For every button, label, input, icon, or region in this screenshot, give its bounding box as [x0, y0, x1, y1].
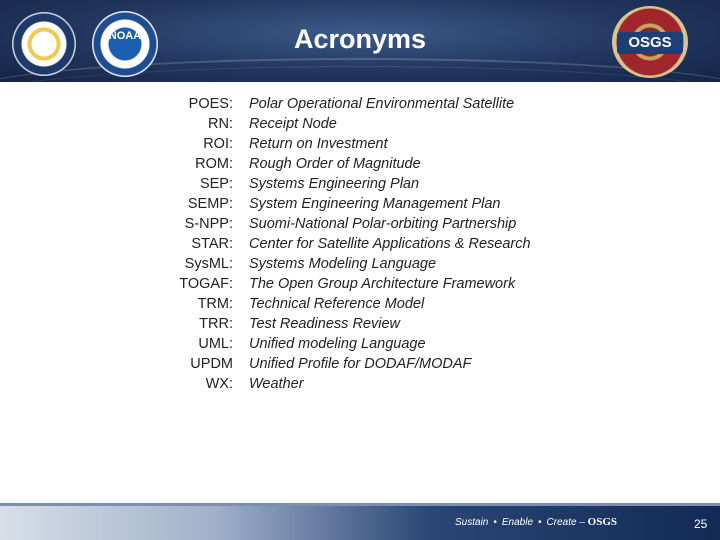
acronym-definition: Return on Investment: [249, 136, 388, 152]
tagline-word: Enable: [501, 517, 534, 528]
acronym-row: [100, 296, 620, 316]
acronym-row: [100, 256, 620, 276]
acronym-row: [100, 156, 620, 176]
acronym-term: TRM:: [197, 296, 233, 312]
acronym-row: [100, 176, 620, 196]
acronym-row: [100, 356, 620, 376]
acronym-definition: Test Readiness Review: [249, 316, 400, 332]
acronym-definition: Unified modeling Language: [249, 336, 426, 352]
acronym-row: [100, 116, 620, 136]
footer-stripe: [0, 503, 720, 506]
page-number: 25: [694, 517, 708, 531]
tagline-dash: –: [579, 517, 585, 528]
acronym-term: ROM:: [195, 156, 233, 172]
acronym-term: POES:: [188, 96, 233, 112]
acronym-list: [100, 96, 620, 396]
acronym-row: [100, 196, 620, 216]
acronym-definition: Systems Modeling Language: [249, 256, 437, 272]
acronym-definition: Systems Engineering Plan: [249, 176, 420, 192]
noaa-logo-label: NOAA: [108, 30, 142, 42]
acronym-term: TRR:: [199, 316, 233, 332]
acronym-definition: Receipt Node: [249, 116, 337, 132]
acronym-definition: Center for Satellite Applications & Research: [249, 236, 531, 252]
acronym-term: UML:: [198, 336, 233, 352]
tagline-separator: •: [493, 517, 497, 528]
acronym-definition: Polar Operational Environmental Satellite: [249, 96, 515, 112]
acronym-definition: Suomi-National Polar-orbiting Partnership: [249, 216, 517, 232]
footer-tagline: [455, 516, 617, 528]
acronym-term: RN:: [208, 116, 233, 132]
acronym-term: SEMP:: [187, 196, 233, 212]
acronym-definition: Technical Reference Model: [249, 296, 425, 312]
acronym-row: [100, 236, 620, 256]
acronym-term: TOGAF:: [179, 276, 233, 292]
tagline-brand: OSGS: [587, 516, 618, 528]
tagline-word: Sustain: [455, 517, 489, 528]
acronym-row: [100, 216, 620, 236]
slide-title: Acronyms: [293, 24, 427, 54]
tagline-separator: •: [538, 517, 542, 528]
acronym-row: [100, 276, 620, 296]
acronym-term: SysML:: [184, 256, 233, 272]
acronym-definition: Rough Order of Magnitude: [249, 156, 421, 172]
acronym-term: UPDM: [190, 356, 233, 372]
acronym-definition: The Open Group Architecture Framework: [249, 276, 516, 292]
acronym-term: STAR:: [191, 236, 233, 252]
acronym-definition: Weather: [249, 376, 304, 392]
tagline-word: Create: [546, 517, 577, 528]
acronym-row: [100, 376, 620, 396]
acronym-row: [100, 336, 620, 356]
acronym-definition: Unified Profile for DODAF/MODAF: [249, 356, 472, 372]
acronym-row: [100, 96, 620, 116]
acronym-row: [100, 316, 620, 336]
osgs-seal-label: OSGS: [617, 32, 683, 54]
acronym-term: SEP:: [199, 176, 233, 192]
acronym-term: WX:: [205, 376, 233, 392]
acronym-term: ROI:: [203, 136, 233, 152]
acronym-definition: System Engineering Management Plan: [249, 196, 501, 212]
acronym-row: [100, 136, 620, 156]
acronym-term: S-NPP:: [184, 216, 233, 232]
